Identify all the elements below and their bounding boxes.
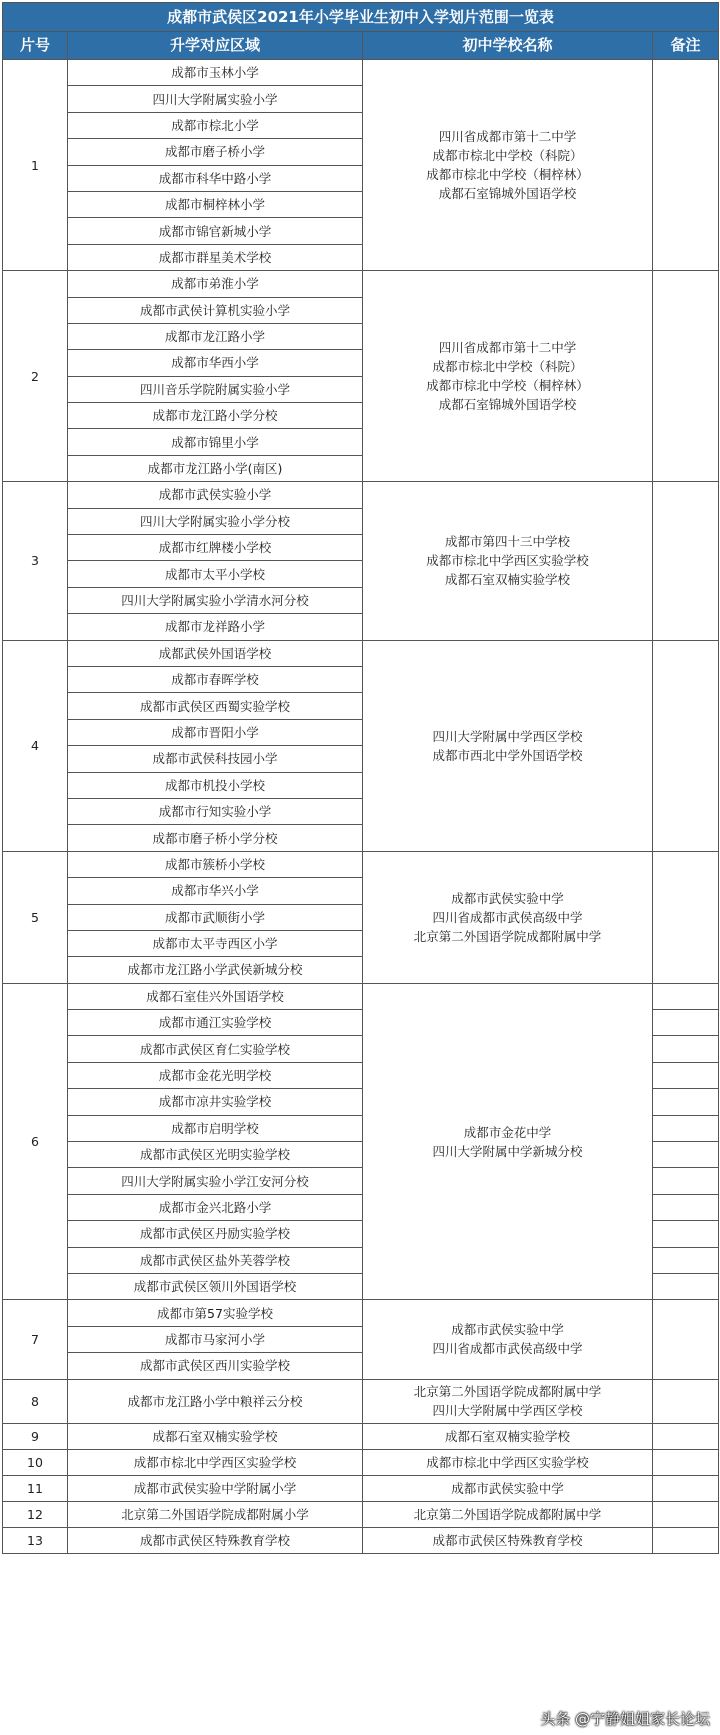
- middle-school-cell: [363, 640, 653, 851]
- primary-school: 成都市金花光明学校: [68, 1062, 363, 1088]
- table-row: [3, 1423, 719, 1449]
- district-number: 8: [3, 1379, 68, 1423]
- remarks-cell: [653, 1300, 719, 1379]
- middle-school: 四川省成都市武侯高级中学: [432, 909, 583, 925]
- middle-school-cell: [363, 482, 653, 640]
- primary-school: 成都市桐梓林小学: [68, 191, 363, 217]
- remarks-cell: [653, 1036, 719, 1062]
- primary-school: 成都市锦里小学: [68, 429, 363, 455]
- middle-school: 四川大学附属中学西区学校: [432, 1403, 583, 1419]
- district-number: 7: [3, 1300, 68, 1379]
- primary-school: 成都市武侯实验小学: [68, 482, 363, 508]
- primary-school: 成都市龙江路小学(南区): [68, 455, 363, 481]
- middle-school: 成都市武侯实验中学: [451, 890, 564, 906]
- primary-school: 成都市弟淮小学: [68, 271, 363, 297]
- primary-school: 成都市武侯区丹励实验学校: [68, 1221, 363, 1247]
- remarks-cell: [653, 1062, 719, 1088]
- remarks-cell: [653, 1247, 719, 1273]
- remarks-cell: [653, 1089, 719, 1115]
- middle-school: 成都石室双楠实验学校: [444, 572, 570, 588]
- primary-school: 成都市武侯区西蜀实验学校: [68, 693, 363, 719]
- table-row: [3, 482, 719, 508]
- middle-school: 成都市棕北中学校（科院）: [432, 148, 583, 164]
- primary-school: 成都市龙江路小学武侯新城分校: [68, 957, 363, 983]
- middle-school: 北京第二外国语学院成都附属中学: [413, 928, 602, 944]
- district-number: 2: [3, 271, 68, 482]
- table-title: 成都市武侯区2021年小学毕业生初中入学划片范围一览表: [3, 3, 719, 32]
- primary-school: 成都市簇桥小学校: [68, 851, 363, 877]
- middle-school: 成都石室锦城外国语学校: [438, 186, 577, 202]
- primary-school: 成都市龙江路小学: [68, 323, 363, 349]
- district-number: 9: [3, 1423, 68, 1449]
- primary-school: 成都石室佳兴外国语学校: [68, 983, 363, 1009]
- middle-school: 成都市西北中学外国语学校: [432, 747, 583, 763]
- remarks-cell: [653, 1115, 719, 1141]
- remarks-cell: [653, 983, 719, 1009]
- table-row: [3, 1449, 719, 1475]
- primary-school: 成都市机投小学校: [68, 772, 363, 798]
- middle-school: 成都市棕北中学西区实验学校: [426, 553, 589, 569]
- primary-school: 成都市通江实验学校: [68, 1010, 363, 1036]
- remarks-cell: [653, 271, 719, 482]
- primary-school: 成都市太平小学校: [68, 561, 363, 587]
- primary-school: 成都市行知实验小学: [68, 798, 363, 824]
- middle-school: 四川省成都市武侯高级中学: [432, 1341, 583, 1357]
- header-row: [3, 32, 719, 60]
- header-middle-school: 初中学校名称: [363, 32, 653, 60]
- middle-school-cell: [363, 1527, 653, 1553]
- primary-school: 北京第二外国语学院成都附属小学: [68, 1501, 363, 1527]
- remarks-cell: [653, 640, 719, 851]
- primary-school: 成都市武侯区盐外芙蓉学校: [68, 1247, 363, 1273]
- primary-school: 成都市武侯计算机实验小学: [68, 297, 363, 323]
- primary-school: 成都市磨子桥小学: [68, 139, 363, 165]
- remarks-cell: [653, 1501, 719, 1527]
- middle-school-cell: [363, 851, 653, 983]
- middle-school: 四川大学附属中学西区学校: [432, 728, 583, 744]
- table-row: [3, 983, 719, 1009]
- primary-school: 成都市龙祥路小学: [68, 614, 363, 640]
- primary-school: 成都市棕北中学西区实验学校: [68, 1449, 363, 1475]
- district-number: 10: [3, 1449, 68, 1475]
- primary-school: 四川大学附属实验小学分校: [68, 508, 363, 534]
- remarks-cell: [653, 1379, 719, 1423]
- middle-school: 四川大学附属中学新城分校: [432, 1143, 583, 1159]
- remarks-cell: [653, 1142, 719, 1168]
- primary-school: 成都武侯外国语学校: [68, 640, 363, 666]
- primary-school: 四川音乐学院附属实验小学: [68, 376, 363, 402]
- remarks-cell: [653, 1273, 719, 1299]
- middle-school: 北京第二外国语学院成都附属中学: [413, 1384, 602, 1400]
- primary-school: 成都市玉林小学: [68, 60, 363, 86]
- district-number: 11: [3, 1475, 68, 1501]
- middle-school: 成都市棕北中学校（科院）: [432, 359, 583, 375]
- district-number: 12: [3, 1501, 68, 1527]
- middle-school: 成都市武侯实验中学: [451, 1322, 564, 1338]
- primary-school: 成都市武顺街小学: [68, 904, 363, 930]
- primary-school: 成都市武侯区光明实验学校: [68, 1142, 363, 1168]
- middle-school-cell: [363, 1379, 653, 1423]
- table-row: [3, 1475, 719, 1501]
- table-row: [3, 1379, 719, 1423]
- enrollment-table: [2, 2, 719, 1554]
- middle-school: 四川省成都市第十二中学: [438, 340, 577, 356]
- middle-school: 成都市金花中学: [463, 1124, 552, 1140]
- primary-school: 成都市太平寺西区小学: [68, 930, 363, 956]
- middle-school: 四川省成都市第十二中学: [438, 129, 577, 145]
- remarks-cell: [653, 1423, 719, 1449]
- table-row: [3, 1501, 719, 1527]
- primary-school: 成都市华兴小学: [68, 878, 363, 904]
- primary-school: 四川大学附属实验小学: [68, 86, 363, 112]
- table-row: [3, 271, 719, 297]
- primary-school: 成都市晋阳小学: [68, 719, 363, 745]
- primary-school: 成都市马家河小学: [68, 1326, 363, 1352]
- middle-school: 成都市棕北中学校（桐梓林）: [426, 378, 589, 394]
- primary-school: 成都市龙江路小学中粮祥云分校: [68, 1379, 363, 1423]
- table-row: [3, 851, 719, 877]
- middle-school-cell: [363, 1300, 653, 1379]
- primary-school: 成都市武侯区育仁实验学校: [68, 1036, 363, 1062]
- remarks-cell: [653, 1010, 719, 1036]
- remarks-cell: [653, 60, 719, 271]
- middle-school: 北京第二外国语学院成都附属中学: [413, 1506, 602, 1522]
- primary-school: 四川大学附属实验小学清水河分校: [68, 587, 363, 613]
- primary-school: 成都市棕北小学: [68, 112, 363, 138]
- title-row: [3, 3, 719, 32]
- remarks-cell: [653, 1527, 719, 1553]
- primary-school: 成都市凉井实验学校: [68, 1089, 363, 1115]
- remarks-cell: [653, 1194, 719, 1220]
- remarks-cell: [653, 1475, 719, 1501]
- district-number: 5: [3, 851, 68, 983]
- remarks-cell: [653, 1168, 719, 1194]
- header-district-no: 片号: [3, 32, 68, 60]
- district-number: 13: [3, 1527, 68, 1553]
- middle-school: 成都石室锦城外国语学校: [438, 397, 577, 413]
- middle-school: 成都市棕北中学西区实验学校: [426, 1454, 589, 1470]
- primary-school: 成都市武侯区西川实验学校: [68, 1353, 363, 1379]
- table-row: [3, 1300, 719, 1326]
- table-body: [3, 3, 719, 1554]
- primary-school: 成都市红牌楼小学校: [68, 535, 363, 561]
- middle-school-cell: [363, 1475, 653, 1501]
- middle-school-cell: [363, 1501, 653, 1527]
- district-number: 3: [3, 482, 68, 640]
- primary-school: 成都市第57实验学校: [68, 1300, 363, 1326]
- middle-school: 成都石室双楠实验学校: [444, 1428, 570, 1444]
- primary-school: 成都市华西小学: [68, 350, 363, 376]
- district-number: 6: [3, 983, 68, 1300]
- middle-school-cell: [363, 1449, 653, 1475]
- middle-school-cell: [363, 271, 653, 482]
- table-row: [3, 1527, 719, 1553]
- district-number: 4: [3, 640, 68, 851]
- middle-school: 成都市第四十三中学校: [444, 534, 570, 550]
- table-row: [3, 60, 719, 86]
- middle-school-cell: [363, 1423, 653, 1449]
- watermark-text: 头条 @宁静姐姐家长论坛: [540, 1710, 710, 1728]
- primary-school: 成都市武侯区特殊教育学校: [68, 1527, 363, 1553]
- primary-school: 四川大学附属实验小学江安河分校: [68, 1168, 363, 1194]
- middle-school-cell: [363, 60, 653, 271]
- header-primary-area: 升学对应区域: [68, 32, 363, 60]
- primary-school: 成都市武侯区领川外国语学校: [68, 1273, 363, 1299]
- primary-school: 成都市启明学校: [68, 1115, 363, 1141]
- remarks-cell: [653, 1221, 719, 1247]
- primary-school: 成都市金兴北路小学: [68, 1194, 363, 1220]
- primary-school: 成都市磨子桥小学分校: [68, 825, 363, 851]
- primary-school: 成都市春晖学校: [68, 666, 363, 692]
- table-row: [3, 640, 719, 666]
- primary-school: 成都市科华中路小学: [68, 165, 363, 191]
- primary-school: 成都石室双楠实验学校: [68, 1423, 363, 1449]
- primary-school: 成都市龙江路小学分校: [68, 403, 363, 429]
- remarks-cell: [653, 482, 719, 640]
- primary-school: 成都市群星美术学校: [68, 244, 363, 270]
- remarks-cell: [653, 851, 719, 983]
- primary-school: 成都市锦官新城小学: [68, 218, 363, 244]
- primary-school: 成都市武侯实验中学附属小学: [68, 1475, 363, 1501]
- middle-school-cell: [363, 983, 653, 1300]
- middle-school: 成都市武侯实验中学: [451, 1480, 564, 1496]
- header-remarks: 备注: [653, 32, 719, 60]
- district-number: 1: [3, 60, 68, 271]
- middle-school: 成都市棕北中学校（桐梓林）: [426, 167, 589, 183]
- remarks-cell: [653, 1449, 719, 1475]
- primary-school: 成都市武侯科技园小学: [68, 746, 363, 772]
- middle-school: 成都市武侯区特殊教育学校: [432, 1532, 583, 1548]
